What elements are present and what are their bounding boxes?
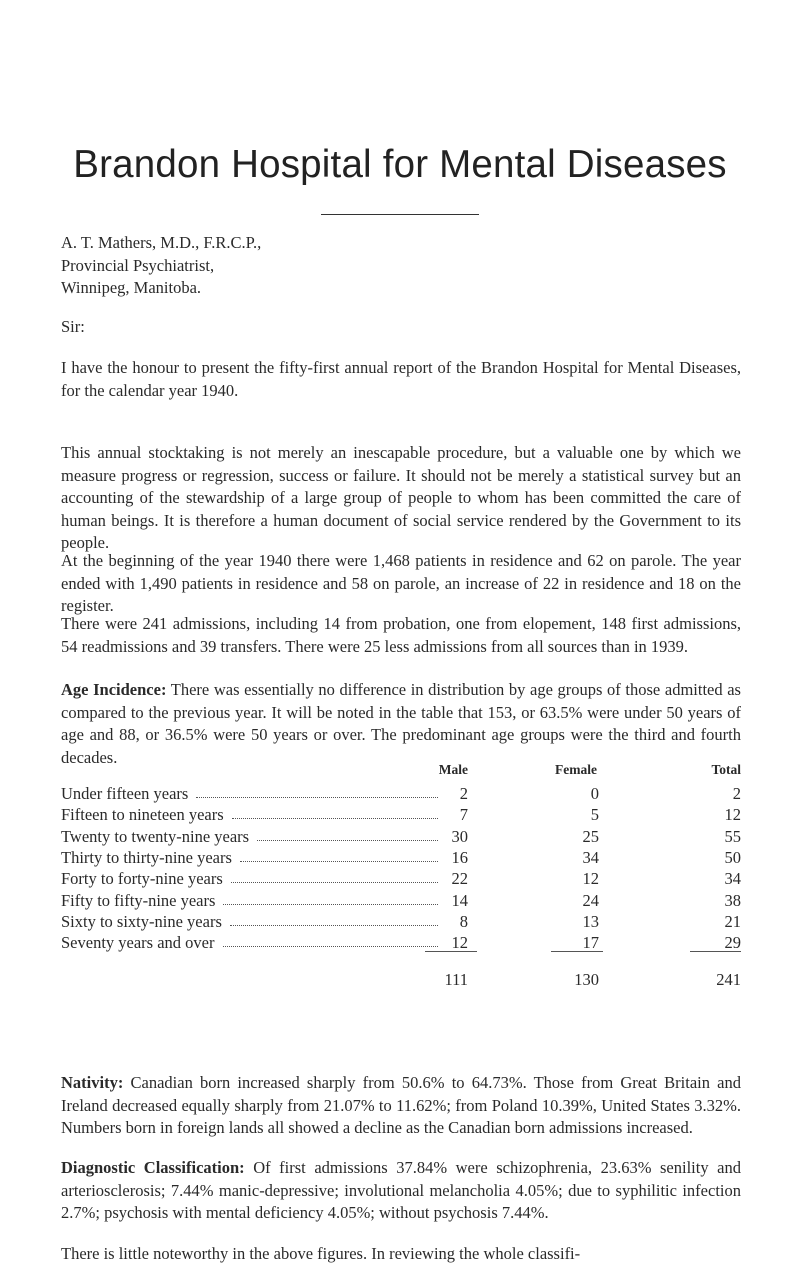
row-label: Twenty to twenty-nine years bbox=[61, 826, 250, 846]
paragraph-diagnostic bbox=[61, 1157, 741, 1225]
row-male: 8 bbox=[459, 911, 468, 931]
title-divider bbox=[321, 214, 479, 215]
addressee-location: Winnipeg, Manitoba. bbox=[61, 278, 202, 297]
total-male: 111 bbox=[444, 970, 468, 989]
row-label: Under fifteen years bbox=[61, 784, 189, 803]
page-title: Brandon Hospital for Mental Diseases bbox=[73, 143, 727, 186]
leader-dots bbox=[232, 818, 438, 819]
paragraph-age-incidence bbox=[61, 679, 741, 769]
row-total: 21 bbox=[724, 911, 741, 931]
row-label: Fifteen to nineteen years bbox=[61, 805, 224, 825]
row-female: 17 bbox=[582, 933, 599, 953]
addressee-name: A. T. Mathers, M.D., F.R.C.P., bbox=[61, 233, 262, 252]
leader-dots bbox=[223, 946, 438, 947]
paragraph-intro: I have the honour to present the fifty-first annual report of the Brandon Hospital for Mental Diseases, for the calendar year 1940. bbox=[61, 358, 741, 400]
row-label: Thirty to thirty-nine years bbox=[61, 847, 232, 867]
row-female: 5 bbox=[590, 805, 599, 825]
row-label: Forty to forty-nine years bbox=[61, 869, 223, 889]
table-row bbox=[61, 868, 741, 889]
diagnostic-text: Of first admissions 37.84% were schizophrenia, 23.63% senility and arteriosclerosis; 7.44% manic-depressive; involutional melancholia 4.05%; due to syphilitic infection 2.7%; psychosis with mental deficiency 4.05%; without psychosis 7.44%. bbox=[61, 1158, 741, 1222]
row-total: 34 bbox=[724, 869, 741, 889]
paragraph-closing: There is little noteworthy in the above figures. In reviewing the whole classifi- bbox=[61, 1244, 581, 1263]
paragraph-nativity bbox=[61, 1072, 741, 1140]
leader-dots bbox=[231, 882, 438, 883]
age-incidence-heading: Age Incidence: bbox=[61, 680, 167, 699]
row-male: 14 bbox=[451, 890, 468, 910]
table-row bbox=[61, 847, 741, 868]
header-total: Total bbox=[711, 762, 741, 777]
row-female: 12 bbox=[582, 869, 599, 889]
header-male: Male bbox=[438, 762, 468, 777]
paragraph-admissions: There were 241 admissions, including 14 from probation, one from elopement, 148 first admissions, 54 readmissions and 39 transfers. There were 25 less admissions from all sources than in 1939. bbox=[61, 614, 741, 656]
row-label: Sixty to sixty-nine years bbox=[61, 911, 222, 931]
table-row bbox=[61, 783, 741, 804]
row-total: 29 bbox=[724, 933, 741, 953]
row-male: 7 bbox=[459, 805, 468, 825]
row-male: 2 bbox=[459, 784, 468, 803]
row-female: 34 bbox=[582, 847, 599, 867]
row-total: 12 bbox=[724, 805, 741, 825]
nativity-text: Canadian born increased sharply from 50.6% to 64.73%. Those from Great Britain and Ireland decreased equally sharply from 21.07% to 11.62%; from Poland 10.39%, United States 3.32%. Numbers born in foreign lands all showed a decline as the Canadian born admissions increased. bbox=[61, 1073, 741, 1137]
age-incidence-text: There was essentially no difference in distribution by age groups of those admitted as compared to the previous year. It will be noted in the table that 153, or 63.5% were under 50 years of age and 88, or 36.5% were 50 years or over. The predominant age groups were the third and fourth decades. bbox=[61, 680, 741, 767]
row-male: 30 bbox=[451, 826, 468, 846]
table-row bbox=[61, 826, 741, 847]
totals-row bbox=[61, 969, 741, 990]
age-table bbox=[61, 762, 741, 998]
grand-total-rule bbox=[690, 951, 741, 952]
addressee-block bbox=[61, 232, 261, 300]
row-total: 55 bbox=[724, 826, 741, 846]
leader-dots bbox=[240, 861, 438, 862]
row-male: 12 bbox=[451, 933, 468, 953]
leader-dots bbox=[230, 925, 438, 926]
row-female: 0 bbox=[590, 784, 599, 803]
row-total: 38 bbox=[724, 890, 741, 910]
male-total-rule bbox=[425, 951, 477, 952]
row-female: 13 bbox=[582, 911, 599, 931]
female-total-rule bbox=[551, 951, 603, 952]
row-total: 50 bbox=[724, 847, 741, 867]
row-male: 22 bbox=[451, 869, 468, 889]
nativity-heading: Nativity: bbox=[61, 1073, 124, 1092]
paragraph-residence: At the beginning of the year 1940 there were 1,468 patients in residence and 62 on parole. The year ended with 1,490 patients in residence and 58 on parole, an increase of 22 in residence and 18 on the register. bbox=[61, 551, 741, 615]
row-female: 25 bbox=[582, 826, 599, 846]
row-label: Fifty to fifty-nine years bbox=[61, 890, 216, 910]
table-row bbox=[61, 890, 741, 911]
total-female: 130 bbox=[574, 970, 599, 989]
row-total: 2 bbox=[732, 784, 741, 803]
row-male: 16 bbox=[451, 847, 468, 867]
leader-dots bbox=[223, 904, 438, 905]
salutation: Sir: bbox=[61, 317, 85, 336]
total-all: 241 bbox=[716, 970, 741, 989]
paragraph-stocktaking: This annual stocktaking is not merely an inescapable procedure, but a valuable one by which we measure progress or regression, success or failure. It should not be merely a statistical survey but an accounting of the stewardship of a large group of people to whom has been committed the care of human beings. It is therefore a human document of social service rendered by the Government to its people. bbox=[61, 443, 741, 552]
table-row bbox=[61, 804, 741, 825]
leader-dots bbox=[196, 797, 438, 798]
header-female: Female bbox=[555, 762, 597, 777]
addressee-title: Provincial Psychiatrist, bbox=[61, 255, 215, 275]
diagnostic-heading: Diagnostic Classification: bbox=[61, 1158, 245, 1177]
table-row bbox=[61, 911, 741, 932]
row-label: Seventy years and over bbox=[61, 933, 215, 953]
row-female: 24 bbox=[582, 890, 599, 910]
table-row bbox=[61, 932, 741, 953]
leader-dots bbox=[257, 840, 438, 841]
